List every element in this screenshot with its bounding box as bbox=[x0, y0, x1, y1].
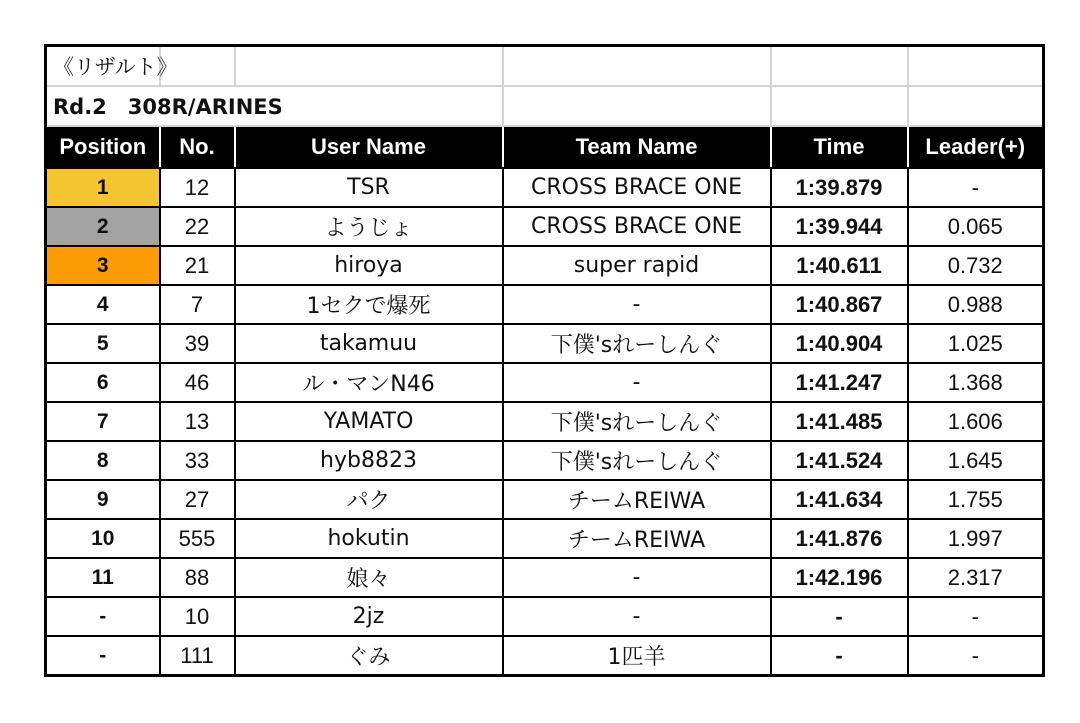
team-name-cell: - bbox=[503, 285, 771, 324]
title-row bbox=[46, 46, 1044, 87]
position-cell: - bbox=[46, 636, 160, 676]
user-name-cell: ようじょ bbox=[235, 207, 503, 246]
car-number-cell: 10 bbox=[160, 597, 235, 636]
user-name-cell: YAMATO bbox=[235, 402, 503, 441]
position-cell: 4 bbox=[46, 285, 160, 324]
table-row bbox=[46, 285, 1044, 324]
car-number-cell: 7 bbox=[160, 285, 235, 324]
table-row bbox=[46, 441, 1044, 480]
header-team-name: Team Name bbox=[503, 126, 771, 168]
car-number-cell: 22 bbox=[160, 207, 235, 246]
leader-gap-cell: 1.997 bbox=[908, 519, 1044, 558]
car-number-cell: 88 bbox=[160, 558, 235, 597]
leader-gap-cell: 1.755 bbox=[908, 480, 1044, 519]
leader-gap-cell: - bbox=[908, 168, 1044, 207]
position-cell: 11 bbox=[46, 558, 160, 597]
lap-time-cell: 1:40.904 bbox=[771, 324, 908, 363]
leader-gap-cell: - bbox=[908, 597, 1044, 636]
user-name-cell: ぐみ bbox=[235, 636, 503, 676]
user-name-cell: hyb8823 bbox=[235, 441, 503, 480]
position-cell: 6 bbox=[46, 363, 160, 402]
car-number-cell: 21 bbox=[160, 246, 235, 285]
empty-cell bbox=[771, 46, 908, 87]
car-number-cell: 12 bbox=[160, 168, 235, 207]
leader-gap-cell: 0.988 bbox=[908, 285, 1044, 324]
table-row bbox=[46, 558, 1044, 597]
title-cell bbox=[46, 46, 178, 87]
team-name-cell: 下僕'sれーしんぐ bbox=[503, 441, 771, 480]
user-name-cell: 1セクで爆死 bbox=[235, 285, 503, 324]
empty-cell bbox=[503, 46, 771, 87]
team-name-cell: - bbox=[503, 363, 771, 402]
header-user-name: User Name bbox=[235, 126, 503, 168]
header-time: Time bbox=[771, 126, 908, 168]
car-number-cell: 555 bbox=[160, 519, 235, 558]
lap-time-cell: - bbox=[771, 597, 908, 636]
table-row bbox=[46, 636, 1044, 676]
user-name-cell: hokutin bbox=[235, 519, 503, 558]
lap-time-cell: 1:41.485 bbox=[771, 402, 908, 441]
empty-cell bbox=[908, 46, 1044, 87]
lap-time-cell: 1:40.611 bbox=[771, 246, 908, 285]
car-number-cell: 13 bbox=[160, 402, 235, 441]
user-name-cell: 2jz bbox=[235, 597, 503, 636]
header-row bbox=[46, 126, 1044, 168]
leader-gap-cell: 1.606 bbox=[908, 402, 1044, 441]
car-number-cell: 33 bbox=[160, 441, 235, 480]
table-row bbox=[46, 363, 1044, 402]
table-row bbox=[46, 480, 1044, 519]
empty-cell bbox=[908, 86, 1044, 126]
position-cell: 7 bbox=[46, 402, 160, 441]
position-cell: - bbox=[46, 597, 160, 636]
position-cell: 9 bbox=[46, 480, 160, 519]
results-title: 《リザルト》 bbox=[53, 55, 178, 79]
header-position: Position bbox=[46, 126, 160, 168]
leader-gap-cell: 1.025 bbox=[908, 324, 1044, 363]
team-name-cell: CROSS BRACE ONE bbox=[503, 207, 771, 246]
lap-time-cell: - bbox=[771, 636, 908, 676]
empty-cell bbox=[503, 86, 771, 126]
leader-gap-cell: 0.065 bbox=[908, 207, 1044, 246]
results-body bbox=[46, 168, 1044, 676]
car-number-cell: 111 bbox=[160, 636, 235, 676]
table-row bbox=[46, 207, 1044, 246]
position-cell: 10 bbox=[46, 519, 160, 558]
leader-gap-cell: 1.368 bbox=[908, 363, 1044, 402]
user-name-cell: ル・マンN46 bbox=[235, 363, 503, 402]
table-row bbox=[46, 597, 1044, 636]
position-cell: 1 bbox=[46, 168, 160, 207]
position-cell: 2 bbox=[46, 207, 160, 246]
round-row bbox=[46, 86, 1044, 126]
leader-gap-cell: 0.732 bbox=[908, 246, 1044, 285]
lap-time-cell: 1:42.196 bbox=[771, 558, 908, 597]
user-name-cell: 娘々 bbox=[235, 558, 503, 597]
round-cell bbox=[46, 86, 503, 126]
car-number-cell: 39 bbox=[160, 324, 235, 363]
lap-time-cell: 1:41.634 bbox=[771, 480, 908, 519]
car-number-cell: 46 bbox=[160, 363, 235, 402]
position-cell: 8 bbox=[46, 441, 160, 480]
team-name-cell: 下僕'sれーしんぐ bbox=[503, 324, 771, 363]
user-name-cell: TSR bbox=[235, 168, 503, 207]
team-name-cell: 1匹羊 bbox=[503, 636, 771, 676]
lap-time-cell: 1:40.867 bbox=[771, 285, 908, 324]
table-row bbox=[46, 324, 1044, 363]
team-name-cell: チームREIWA bbox=[503, 519, 771, 558]
round-label: Rd.2 308R/ARINES bbox=[53, 95, 283, 119]
user-name-cell: hiroya bbox=[235, 246, 503, 285]
table-row bbox=[46, 168, 1044, 207]
leader-gap-cell: - bbox=[908, 636, 1044, 676]
empty-cell bbox=[771, 86, 908, 126]
leader-gap-cell: 1.645 bbox=[908, 441, 1044, 480]
lap-time-cell: 1:41.247 bbox=[771, 363, 908, 402]
team-name-cell: 下僕'sれーしんぐ bbox=[503, 402, 771, 441]
car-number-cell: 27 bbox=[160, 480, 235, 519]
team-name-cell: - bbox=[503, 558, 771, 597]
lap-time-cell: 1:39.944 bbox=[771, 207, 908, 246]
team-name-cell: チームREIWA bbox=[503, 480, 771, 519]
lap-time-cell: 1:41.876 bbox=[771, 519, 908, 558]
empty-cell bbox=[235, 46, 503, 87]
results-table bbox=[44, 44, 1045, 677]
header-leader-gap: Leader(+) bbox=[908, 126, 1044, 168]
lap-time-cell: 1:41.524 bbox=[771, 441, 908, 480]
lap-time-cell: 1:39.879 bbox=[771, 168, 908, 207]
leader-gap-cell: 2.317 bbox=[908, 558, 1044, 597]
header-number: No. bbox=[160, 126, 235, 168]
table-row bbox=[46, 246, 1044, 285]
table-row bbox=[46, 519, 1044, 558]
position-cell: 5 bbox=[46, 324, 160, 363]
team-name-cell: - bbox=[503, 597, 771, 636]
user-name-cell: パク bbox=[235, 480, 503, 519]
table-row bbox=[46, 402, 1044, 441]
team-name-cell: super rapid bbox=[503, 246, 771, 285]
team-name-cell: CROSS BRACE ONE bbox=[503, 168, 771, 207]
position-cell: 3 bbox=[46, 246, 160, 285]
user-name-cell: takamuu bbox=[235, 324, 503, 363]
